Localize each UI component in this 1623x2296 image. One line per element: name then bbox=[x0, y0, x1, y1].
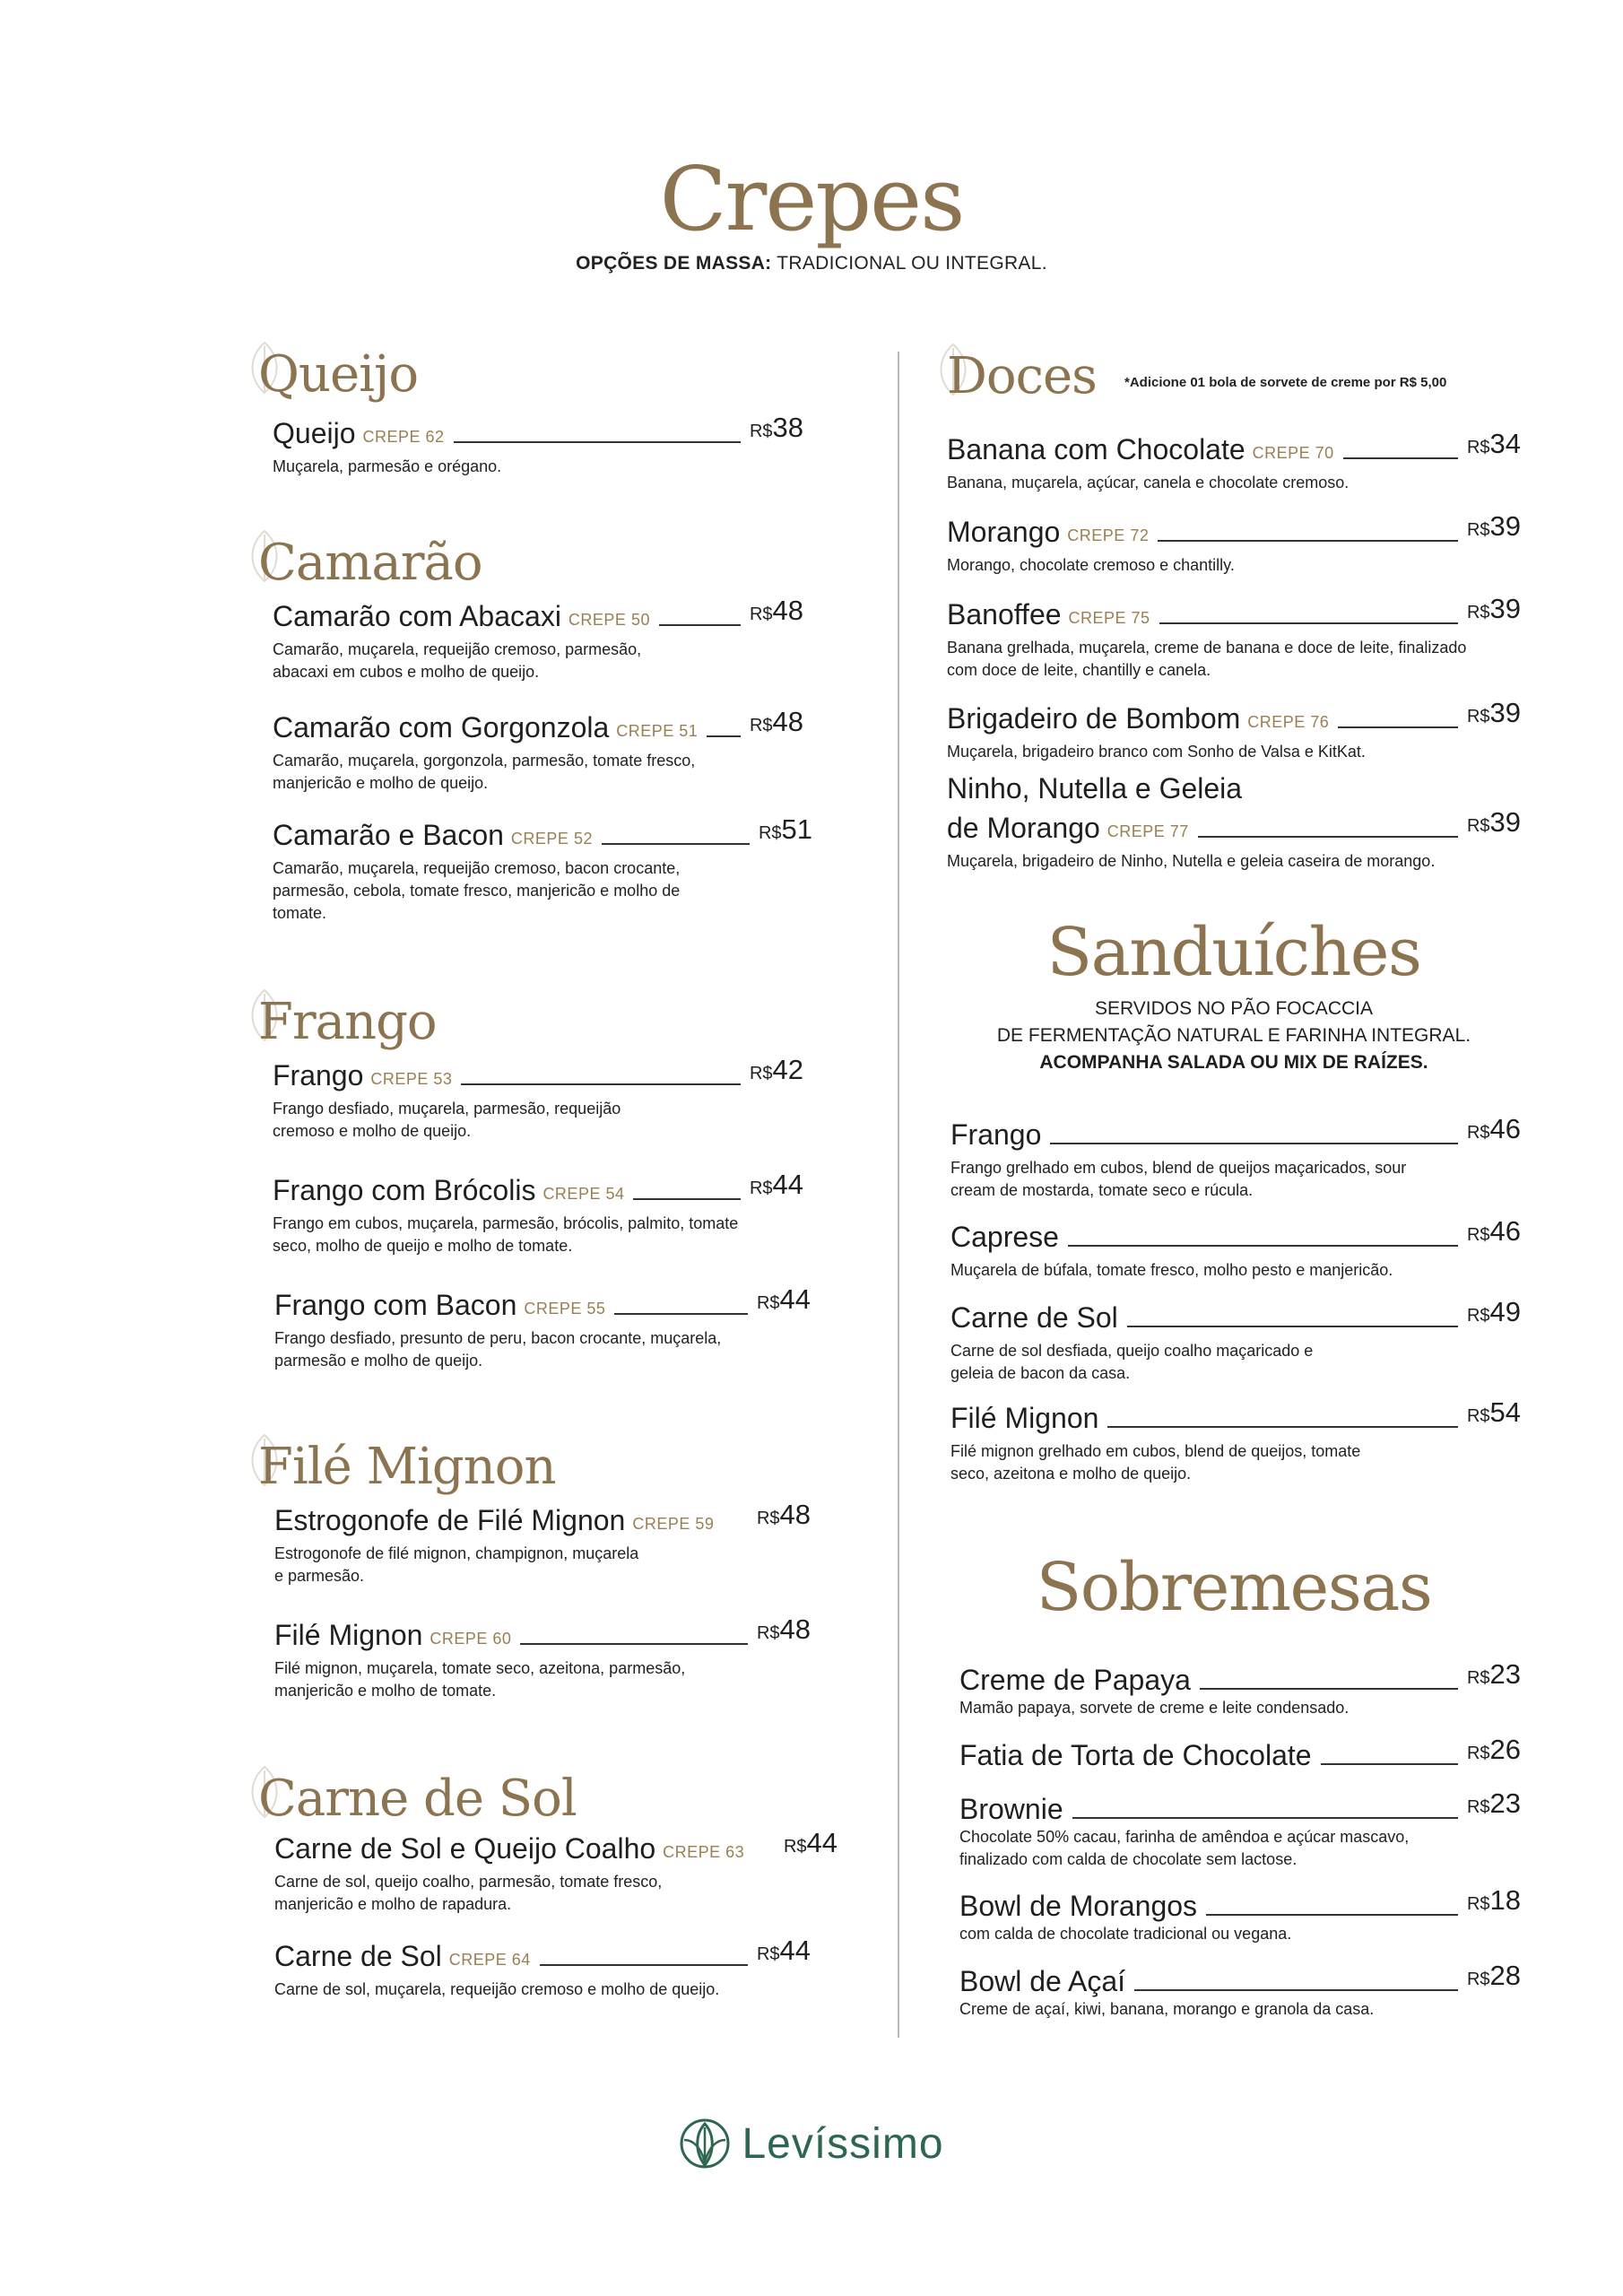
menu-item bbox=[947, 509, 1521, 577]
price-value: 51 bbox=[781, 813, 812, 845]
section-title-text: Filé Mignon bbox=[258, 1438, 556, 1496]
item-name-line1: Ninho, Nutella e Geleia bbox=[947, 772, 1243, 804]
price-value: 46 bbox=[1489, 1215, 1521, 1247]
menu-item bbox=[959, 1787, 1521, 1871]
item-code: CREPE 63 bbox=[663, 1843, 745, 1861]
item-description: Muçarela, brigadeiro branco com Sonho de Valsa e KitKat. bbox=[947, 743, 1366, 761]
leader-line bbox=[1068, 1245, 1458, 1247]
item-name: Brigadeiro de Bombom bbox=[947, 702, 1241, 735]
item-row bbox=[959, 1657, 1521, 1697]
price-value: 23 bbox=[1489, 1787, 1521, 1819]
leader-line bbox=[1107, 1426, 1458, 1428]
page-title: Crepes bbox=[659, 149, 964, 251]
item-name: Bowl de Açaí bbox=[959, 1965, 1125, 1997]
item-description: Chocolate 50% cacau, farinha de amêndoa e açúcar mascavo, finalizado com calda de chocolate sem lactose. bbox=[959, 1828, 1410, 1868]
price-currency: R$ bbox=[1466, 1123, 1490, 1143]
item-price bbox=[757, 1283, 811, 1322]
item-row bbox=[274, 1283, 811, 1322]
price-currency: R$ bbox=[1466, 1797, 1490, 1817]
price-value: 38 bbox=[772, 412, 803, 443]
leader-line bbox=[1134, 1989, 1458, 1991]
price-currency: R$ bbox=[1466, 1744, 1490, 1763]
item-row bbox=[273, 411, 803, 450]
item-row bbox=[959, 1959, 1521, 1998]
page-header bbox=[0, 151, 1623, 274]
leader-line bbox=[1198, 836, 1458, 838]
price-value: 42 bbox=[772, 1054, 803, 1085]
price-currency: R$ bbox=[749, 604, 773, 624]
item-row bbox=[273, 594, 803, 633]
menu-item bbox=[274, 1283, 811, 1372]
price-value: 44 bbox=[806, 1827, 838, 1858]
item-description: com calda de chocolate tradicional ou vegana. bbox=[959, 1925, 1292, 1943]
price-value: 46 bbox=[1489, 1113, 1521, 1144]
page-subtitle bbox=[0, 253, 1623, 274]
item-row bbox=[959, 1883, 1521, 1923]
item-row bbox=[273, 813, 812, 852]
item-row bbox=[274, 1826, 838, 1866]
leader-line bbox=[1338, 726, 1458, 728]
leader-line bbox=[1127, 1326, 1458, 1327]
item-name: Frango com Bacon bbox=[274, 1289, 517, 1321]
leader-line bbox=[454, 441, 741, 443]
price-value: 39 bbox=[1489, 593, 1521, 624]
item-description: Filé mignon, muçarela, tomate seco, azeitona, parmesão, manjericão e molho de tomate. bbox=[274, 1659, 686, 1700]
section-title-doces bbox=[947, 347, 1097, 405]
item-name: Frango bbox=[950, 1118, 1042, 1151]
leader-line bbox=[461, 1083, 741, 1085]
item-code: CREPE 59 bbox=[632, 1515, 715, 1533]
item-code: CREPE 55 bbox=[524, 1300, 606, 1318]
item-row bbox=[947, 509, 1521, 549]
leader-line bbox=[707, 735, 741, 737]
item-description: Muçarela, parmesão e orégano. bbox=[273, 457, 502, 475]
price-currency: R$ bbox=[756, 1623, 780, 1643]
item-description: Mamão papaya, sorvete de creme e leite condensado. bbox=[959, 1699, 1350, 1717]
item-price bbox=[1467, 1959, 1521, 1998]
item-description: Frango grelhado em cubos, blend de queijos maçaricados, sour cream de mostarda, tomate seco e rúcula. bbox=[950, 1159, 1407, 1199]
leader-line bbox=[602, 843, 750, 845]
item-code: CREPE 53 bbox=[370, 1070, 453, 1088]
price-currency: R$ bbox=[783, 1837, 807, 1857]
menu-item bbox=[274, 1613, 811, 1702]
menu-item bbox=[947, 427, 1521, 494]
price-currency: R$ bbox=[756, 1509, 780, 1528]
item-name: Camarão e Bacon bbox=[273, 819, 504, 851]
section-title-sanduiches: Sanduíches bbox=[1046, 914, 1421, 991]
item-price bbox=[1467, 805, 1521, 845]
leaf-decor-icon bbox=[244, 341, 285, 395]
sanduiches-info-bold: ACOMPANHA SALADA OU MIX DE RAÍZES. bbox=[1039, 1052, 1428, 1073]
menu-item bbox=[274, 1498, 811, 1587]
item-description: Frango desfiado, muçarela, parmesão, requeijão cremoso e molho de queijo. bbox=[273, 1100, 621, 1140]
item-name: Bowl de Morangos bbox=[959, 1890, 1198, 1922]
leaf-decor-icon bbox=[244, 1433, 285, 1487]
price-value: 48 bbox=[772, 595, 803, 626]
price-value: 26 bbox=[1489, 1734, 1521, 1765]
item-name: Banana com Chocolate bbox=[947, 433, 1245, 465]
section-title-sobremesas: Sobremesas bbox=[1036, 1549, 1432, 1626]
item-description: Morango, chocolate cremoso e chantilly. bbox=[947, 556, 1235, 574]
item-name: Queijo bbox=[273, 417, 356, 449]
subtitle-rest: TRADICIONAL OU INTEGRAL. bbox=[771, 253, 1047, 274]
item-row bbox=[950, 1295, 1521, 1335]
leaf-decor-icon bbox=[244, 529, 285, 583]
item-code: CREPE 50 bbox=[568, 611, 650, 629]
item-row bbox=[959, 1733, 1521, 1772]
item-code: CREPE 64 bbox=[448, 1951, 531, 1969]
menu-item bbox=[950, 1112, 1521, 1202]
price-value: 44 bbox=[779, 1935, 811, 1966]
sanduiches-info-line1: SERVIDOS NO PÃO FOCACCIA bbox=[1094, 998, 1373, 1019]
item-price bbox=[1467, 1214, 1521, 1254]
item-row bbox=[947, 696, 1521, 735]
section-title-text: Carne de Sol bbox=[258, 1770, 577, 1828]
item-description: Camarão, muçarela, requeijão cremoso, parmesão, abacaxi em cubos e molho de queijo. bbox=[273, 640, 642, 681]
price-value: 48 bbox=[772, 706, 803, 737]
menu-item bbox=[273, 594, 803, 683]
price-value: 48 bbox=[779, 1613, 811, 1645]
item-price bbox=[1467, 1396, 1521, 1435]
item-code: CREPE 70 bbox=[1252, 444, 1334, 462]
item-description: Carne de sol, queijo coalho, parmesão, tomate fresco, manjericão e molho de rapadura. bbox=[274, 1873, 663, 1913]
item-row bbox=[950, 1214, 1521, 1254]
item-name: Brownie bbox=[959, 1793, 1063, 1825]
item-row bbox=[947, 805, 1521, 845]
price-value: 39 bbox=[1489, 697, 1521, 728]
item-price bbox=[757, 1613, 811, 1652]
price-currency: R$ bbox=[749, 1178, 773, 1198]
leader-line bbox=[633, 1198, 740, 1200]
price-currency: R$ bbox=[749, 1064, 773, 1083]
item-row bbox=[947, 427, 1521, 466]
menu-item bbox=[947, 771, 1521, 873]
price-currency: R$ bbox=[1466, 438, 1490, 457]
subtitle-bold: OPÇÕES DE MASSA: bbox=[576, 253, 772, 274]
leaf-decor-icon bbox=[244, 1765, 285, 1819]
section-title-text: Queijo bbox=[258, 345, 419, 404]
item-row bbox=[947, 592, 1521, 631]
item-name: Frango bbox=[273, 1059, 364, 1091]
item-price bbox=[750, 1053, 803, 1092]
item-description: Estrogonofe de filé mignon, champignon, muçarela e parmesão. bbox=[274, 1544, 639, 1585]
item-row bbox=[959, 1787, 1521, 1826]
sanduiches-info-line3 bbox=[947, 1049, 1521, 1076]
menu-item bbox=[273, 705, 803, 795]
item-name: Carne de Sol bbox=[274, 1940, 442, 1972]
menu-item bbox=[273, 1168, 803, 1257]
brand-name: Levíssimo bbox=[742, 2119, 944, 2168]
leader-line bbox=[659, 624, 741, 626]
section-title-file-mignon bbox=[258, 1440, 556, 1494]
leader-line bbox=[1321, 1763, 1458, 1765]
item-price bbox=[757, 1498, 811, 1537]
price-value: 23 bbox=[1489, 1658, 1521, 1690]
leaf-decor-icon bbox=[244, 988, 285, 1042]
item-price bbox=[1467, 592, 1521, 631]
item-description: Frango em cubos, muçarela, parmesão, brócolis, palmito, tomate seco, molho de queijo e molho de tomate. bbox=[273, 1214, 739, 1255]
leader-line bbox=[1343, 457, 1458, 459]
item-name: Creme de Papaya bbox=[959, 1664, 1191, 1696]
item-price bbox=[1467, 1657, 1521, 1697]
item-description: Creme de açaí, kiwi, banana, morango e granola da casa. bbox=[959, 2000, 1375, 2018]
leaf-decor-icon bbox=[933, 343, 974, 396]
leader-line bbox=[614, 1313, 748, 1315]
price-currency: R$ bbox=[758, 823, 782, 843]
item-price bbox=[1467, 1787, 1521, 1826]
item-code: CREPE 54 bbox=[542, 1185, 625, 1203]
item-price bbox=[750, 594, 803, 633]
menu-item bbox=[950, 1214, 1521, 1282]
leader-line bbox=[1159, 622, 1458, 624]
item-description: Frango desfiado, presunto de peru, bacon crocante, muçarela, parmesão e molho de queijo. bbox=[274, 1329, 722, 1370]
price-value: 44 bbox=[779, 1283, 811, 1315]
item-price bbox=[750, 1168, 803, 1207]
brand-footer bbox=[0, 2117, 1623, 2170]
item-code: CREPE 60 bbox=[430, 1630, 512, 1648]
item-code: CREPE 77 bbox=[1107, 822, 1189, 840]
price-value: 49 bbox=[1489, 1296, 1521, 1327]
ice-cream-note: *Adicione 01 bola de sorvete de creme por R$ 5,00 bbox=[1124, 375, 1447, 390]
item-code: CREPE 72 bbox=[1067, 526, 1150, 544]
price-currency: R$ bbox=[1466, 603, 1490, 622]
section-title-text: Camarão bbox=[258, 534, 482, 592]
item-description: Carne de sol desfiada, queijo coalho maçaricado e geleia de bacon da casa. bbox=[950, 1342, 1314, 1382]
menu-item bbox=[959, 1733, 1521, 1772]
menu-item bbox=[947, 592, 1521, 682]
item-row bbox=[273, 1168, 803, 1207]
item-price bbox=[1467, 1295, 1521, 1335]
item-row bbox=[950, 1396, 1521, 1435]
item-price bbox=[757, 1934, 811, 1973]
item-row bbox=[274, 1934, 811, 1973]
price-currency: R$ bbox=[1466, 816, 1490, 836]
item-name: Caprese bbox=[950, 1221, 1059, 1253]
menu-item bbox=[273, 1053, 803, 1143]
price-value: 18 bbox=[1489, 1884, 1521, 1916]
section-title-carne-de-sol bbox=[258, 1772, 577, 1826]
leader-line bbox=[1206, 1914, 1458, 1916]
leader-line bbox=[1158, 540, 1458, 542]
price-currency: R$ bbox=[1466, 1225, 1490, 1245]
item-row bbox=[274, 1613, 811, 1652]
leader-line bbox=[540, 1964, 748, 1966]
item-name: Filé Mignon bbox=[950, 1402, 1099, 1434]
leader-line bbox=[1200, 1688, 1458, 1690]
section-title-text: Doces bbox=[947, 347, 1097, 405]
item-description: Filé mignon grelhado em cubos, blend de queijos, tomate seco, azeitona e molho de queijo. bbox=[950, 1442, 1361, 1483]
price-value: 44 bbox=[772, 1169, 803, 1200]
section-title-queijo bbox=[258, 345, 419, 404]
item-name: de Morango bbox=[947, 812, 1100, 844]
section-title-frango bbox=[258, 993, 437, 1051]
item-description: Carne de sol, muçarela, requeijão cremoso e molho de queijo. bbox=[274, 1980, 720, 1998]
menu-item bbox=[959, 1883, 1521, 1945]
price-value: 28 bbox=[1489, 1960, 1521, 1991]
item-code: CREPE 76 bbox=[1247, 713, 1330, 731]
menu-item bbox=[273, 411, 803, 478]
menu-item bbox=[274, 1826, 838, 1916]
item-name: Morango bbox=[947, 516, 1061, 548]
item-description: Camarão, muçarela, requeijão cremoso, bacon crocante, parmesão, cebola, tomate fresco, manjericão e molho de tomate. bbox=[273, 859, 681, 922]
price-currency: R$ bbox=[1466, 1406, 1490, 1426]
section-title-camarao bbox=[258, 536, 482, 590]
item-name: Frango com Brócolis bbox=[273, 1174, 536, 1206]
item-code: CREPE 52 bbox=[510, 830, 593, 848]
menu-item bbox=[273, 813, 812, 925]
item-price bbox=[1467, 509, 1521, 549]
price-currency: R$ bbox=[1466, 707, 1490, 726]
item-name: Camarão com Gorgonzola bbox=[273, 711, 610, 744]
item-description: Camarão, muçarela, gorgonzola, parmesão, tomate fresco, manjericão e molho de queijo. bbox=[273, 752, 696, 792]
leader-line bbox=[520, 1643, 747, 1645]
menu-item bbox=[950, 1295, 1521, 1385]
price-currency: R$ bbox=[1466, 1970, 1490, 1989]
item-name: Estrogonofe de Filé Mignon bbox=[274, 1504, 626, 1536]
leader-line bbox=[1050, 1143, 1458, 1144]
item-description: Banana grelhada, muçarela, creme de banana e doce de leite, finalizado com doce de leite, chantilly e canela. bbox=[947, 639, 1467, 679]
item-price bbox=[750, 705, 803, 744]
price-currency: R$ bbox=[749, 716, 773, 735]
item-name: Filé Mignon bbox=[274, 1619, 423, 1651]
item-row bbox=[274, 1498, 811, 1537]
item-name: Carne de Sol e Queijo Coalho bbox=[274, 1832, 656, 1865]
menu-item bbox=[947, 696, 1521, 763]
price-currency: R$ bbox=[1466, 1668, 1490, 1688]
item-price bbox=[784, 1826, 838, 1866]
menu-item bbox=[950, 1396, 1521, 1485]
price-value: 48 bbox=[779, 1499, 811, 1530]
item-price bbox=[1467, 1733, 1521, 1772]
price-currency: R$ bbox=[1466, 1306, 1490, 1326]
menu-item bbox=[959, 1657, 1521, 1719]
menu-item bbox=[274, 1934, 811, 2001]
price-currency: R$ bbox=[1466, 1894, 1490, 1914]
item-price bbox=[759, 813, 812, 852]
leader-line bbox=[1072, 1817, 1458, 1819]
item-price bbox=[1467, 427, 1521, 466]
sanduiches-info bbox=[947, 996, 1521, 1076]
menu-item bbox=[959, 1959, 1521, 2021]
price-value: 39 bbox=[1489, 806, 1521, 838]
item-price bbox=[1467, 1112, 1521, 1152]
item-row bbox=[273, 705, 803, 744]
item-code: CREPE 51 bbox=[616, 722, 699, 740]
leaf-logo-icon bbox=[679, 2117, 731, 2170]
item-row bbox=[273, 1053, 803, 1092]
item-code: CREPE 75 bbox=[1068, 609, 1150, 627]
item-price bbox=[750, 411, 803, 450]
price-currency: R$ bbox=[756, 1293, 780, 1313]
price-currency: R$ bbox=[749, 422, 773, 441]
section-title-text: Frango bbox=[258, 993, 437, 1051]
item-description: Muçarela de búfala, tomate fresco, molho pesto e manjericão. bbox=[950, 1261, 1393, 1279]
column-divider bbox=[898, 352, 899, 2038]
item-name: Fatia de Torta de Chocolate bbox=[959, 1739, 1312, 1771]
item-description: Banana, muçarela, açúcar, canela e chocolate cremoso. bbox=[947, 474, 1350, 491]
price-value: 54 bbox=[1489, 1396, 1521, 1428]
item-row bbox=[950, 1112, 1521, 1152]
price-value: 34 bbox=[1489, 428, 1521, 459]
price-currency: R$ bbox=[1466, 520, 1490, 540]
price-value: 39 bbox=[1489, 510, 1521, 542]
price-currency: R$ bbox=[756, 1944, 780, 1964]
item-code: CREPE 62 bbox=[362, 428, 445, 446]
item-price bbox=[1467, 1883, 1521, 1923]
item-price bbox=[1467, 696, 1521, 735]
item-description: Muçarela, brigadeiro de Ninho, Nutella e geleia caseira de morango. bbox=[947, 852, 1436, 870]
sanduiches-info-line2: DE FERMENTAÇÃO NATURAL E FARINHA INTEGRAL. bbox=[996, 1025, 1471, 1046]
item-name: Carne de Sol bbox=[950, 1301, 1118, 1334]
item-name: Banoffee bbox=[947, 598, 1062, 631]
item-name: Camarão com Abacaxi bbox=[273, 600, 561, 632]
